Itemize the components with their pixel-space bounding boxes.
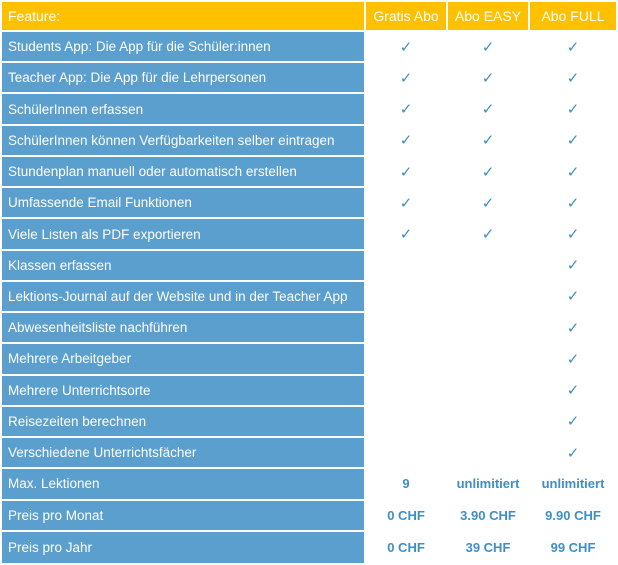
check-icon: ✓: [566, 288, 580, 306]
feature-rows: [2, 32, 616, 563]
header-row: [2, 2, 616, 32]
cell-abo-full: [530, 407, 616, 438]
check-icon: ✓: [399, 101, 413, 119]
cell-abo-easy: [448, 251, 530, 282]
cell-abo-easy: [448, 32, 530, 63]
cell-abo-full: [530, 126, 616, 157]
feature-label: Stundenplan manuell oder automatisch erstellen: [2, 157, 366, 188]
cell-abo-full: [530, 32, 616, 63]
check-icon: ✓: [566, 226, 580, 244]
cell-abo-full: [530, 157, 616, 188]
feature-label: Mehrere Unterrichtsorte: [2, 376, 366, 407]
cell-gratis-abo: [366, 32, 448, 63]
cell-gratis-abo: [366, 188, 448, 219]
cell-abo-full: [530, 63, 616, 94]
feature-label: Mehrere Arbeitgeber: [2, 344, 366, 375]
table-row: [2, 469, 616, 500]
check-icon: ✓: [399, 69, 413, 87]
table-row: [2, 219, 616, 250]
cell-abo-full: [530, 219, 616, 250]
check-icon: ✓: [566, 194, 580, 212]
check-icon: ✓: [566, 69, 580, 87]
feature-label: Preis pro Jahr: [2, 532, 366, 563]
table-row: [2, 532, 616, 563]
table-row: [2, 188, 616, 219]
plan-header-abo-easy: Abo EASY: [448, 2, 530, 32]
feature-label: Klassen erfassen: [2, 251, 366, 282]
check-icon: ✓: [566, 444, 580, 462]
cell-gratis-abo: [366, 157, 448, 188]
check-icon: ✓: [566, 132, 580, 150]
feature-label: Abwesenheitsliste nachführen: [2, 313, 366, 344]
check-icon: ✓: [481, 132, 495, 150]
check-icon: ✓: [481, 226, 495, 244]
cell-abo-easy: [448, 438, 530, 469]
cell-abo-full: [530, 313, 616, 344]
table-row: [2, 251, 616, 282]
feature-label: Lektions-Journal auf der Website und in der Teacher App: [2, 282, 366, 313]
cell-abo-full: [530, 282, 616, 313]
cell-gratis-abo: 9: [366, 469, 448, 500]
feature-label: Preis pro Monat: [2, 501, 366, 532]
check-icon: ✓: [566, 38, 580, 56]
check-icon: ✓: [566, 163, 580, 181]
plan-header-abo-full: Abo FULL: [530, 2, 616, 32]
check-icon: ✓: [566, 382, 580, 400]
table-row: [2, 126, 616, 157]
check-icon: ✓: [566, 413, 580, 431]
check-icon: ✓: [566, 257, 580, 275]
table-row: [2, 344, 616, 375]
feature-label: Max. Lektionen: [2, 469, 366, 500]
feature-label: Reisezeiten berechnen: [2, 407, 366, 438]
cell-abo-easy: 3.90 CHF: [448, 501, 530, 532]
check-icon: ✓: [399, 163, 413, 181]
cell-abo-easy: [448, 63, 530, 94]
cell-gratis-abo: [366, 376, 448, 407]
feature-column-header: Feature:: [2, 2, 366, 32]
table-row: [2, 313, 616, 344]
cell-abo-easy: [448, 157, 530, 188]
feature-label: Teacher App: Die App für die Lehrpersonen: [2, 63, 366, 94]
cell-abo-full: 99 CHF: [530, 532, 616, 563]
cell-abo-easy: unlimitiert: [448, 469, 530, 500]
cell-abo-full: [530, 188, 616, 219]
feature-comparison-table: [2, 2, 616, 563]
cell-abo-easy: [448, 282, 530, 313]
table-row: [2, 63, 616, 94]
feature-label: Students App: Die App für die Schüler:innen: [2, 32, 366, 63]
cell-abo-easy: [448, 94, 530, 125]
table-row: [2, 282, 616, 313]
cell-gratis-abo: [366, 94, 448, 125]
check-icon: ✓: [566, 319, 580, 337]
table-row: [2, 438, 616, 469]
cell-gratis-abo: 0 CHF: [366, 501, 448, 532]
cell-abo-easy: [448, 407, 530, 438]
check-icon: ✓: [481, 194, 495, 212]
cell-gratis-abo: [366, 219, 448, 250]
feature-label: SchülerInnen können Verfügbarkeiten selber eintragen: [2, 126, 366, 157]
cell-gratis-abo: [366, 126, 448, 157]
check-icon: ✓: [481, 69, 495, 87]
cell-gratis-abo: [366, 63, 448, 94]
cell-gratis-abo: [366, 344, 448, 375]
cell-abo-full: 9.90 CHF: [530, 501, 616, 532]
table-row: [2, 157, 616, 188]
cell-abo-easy: 39 CHF: [448, 532, 530, 563]
check-icon: ✓: [481, 163, 495, 181]
check-icon: ✓: [481, 38, 495, 56]
check-icon: ✓: [566, 350, 580, 368]
cell-gratis-abo: [366, 251, 448, 282]
cell-gratis-abo: [366, 282, 448, 313]
feature-label: Verschiedene Unterrichtsfächer: [2, 438, 366, 469]
check-icon: ✓: [481, 101, 495, 119]
cell-abo-easy: [448, 313, 530, 344]
cell-gratis-abo: 0 CHF: [366, 532, 448, 563]
check-icon: ✓: [399, 132, 413, 150]
cell-abo-easy: [448, 188, 530, 219]
feature-label: Umfassende Email Funktionen: [2, 188, 366, 219]
check-icon: ✓: [399, 194, 413, 212]
cell-gratis-abo: [366, 407, 448, 438]
table-row: [2, 32, 616, 63]
cell-abo-easy: [448, 376, 530, 407]
cell-abo-easy: [448, 126, 530, 157]
feature-label: SchülerInnen erfassen: [2, 94, 366, 125]
table-row: [2, 407, 616, 438]
cell-gratis-abo: [366, 313, 448, 344]
table-row: [2, 376, 616, 407]
cell-abo-full: [530, 438, 616, 469]
check-icon: ✓: [399, 226, 413, 244]
cell-abo-easy: [448, 344, 530, 375]
cell-abo-full: [530, 94, 616, 125]
cell-abo-easy: [448, 219, 530, 250]
cell-gratis-abo: [366, 438, 448, 469]
plan-header-gratis-abo: Gratis Abo: [366, 2, 448, 32]
check-icon: ✓: [566, 101, 580, 119]
cell-abo-full: [530, 344, 616, 375]
feature-label: Viele Listen als PDF exportieren: [2, 219, 366, 250]
table-row: [2, 501, 616, 532]
table-row: [2, 94, 616, 125]
cell-abo-full: [530, 376, 616, 407]
cell-abo-full: [530, 251, 616, 282]
cell-abo-full: unlimitiert: [530, 469, 616, 500]
check-icon: ✓: [399, 38, 413, 56]
